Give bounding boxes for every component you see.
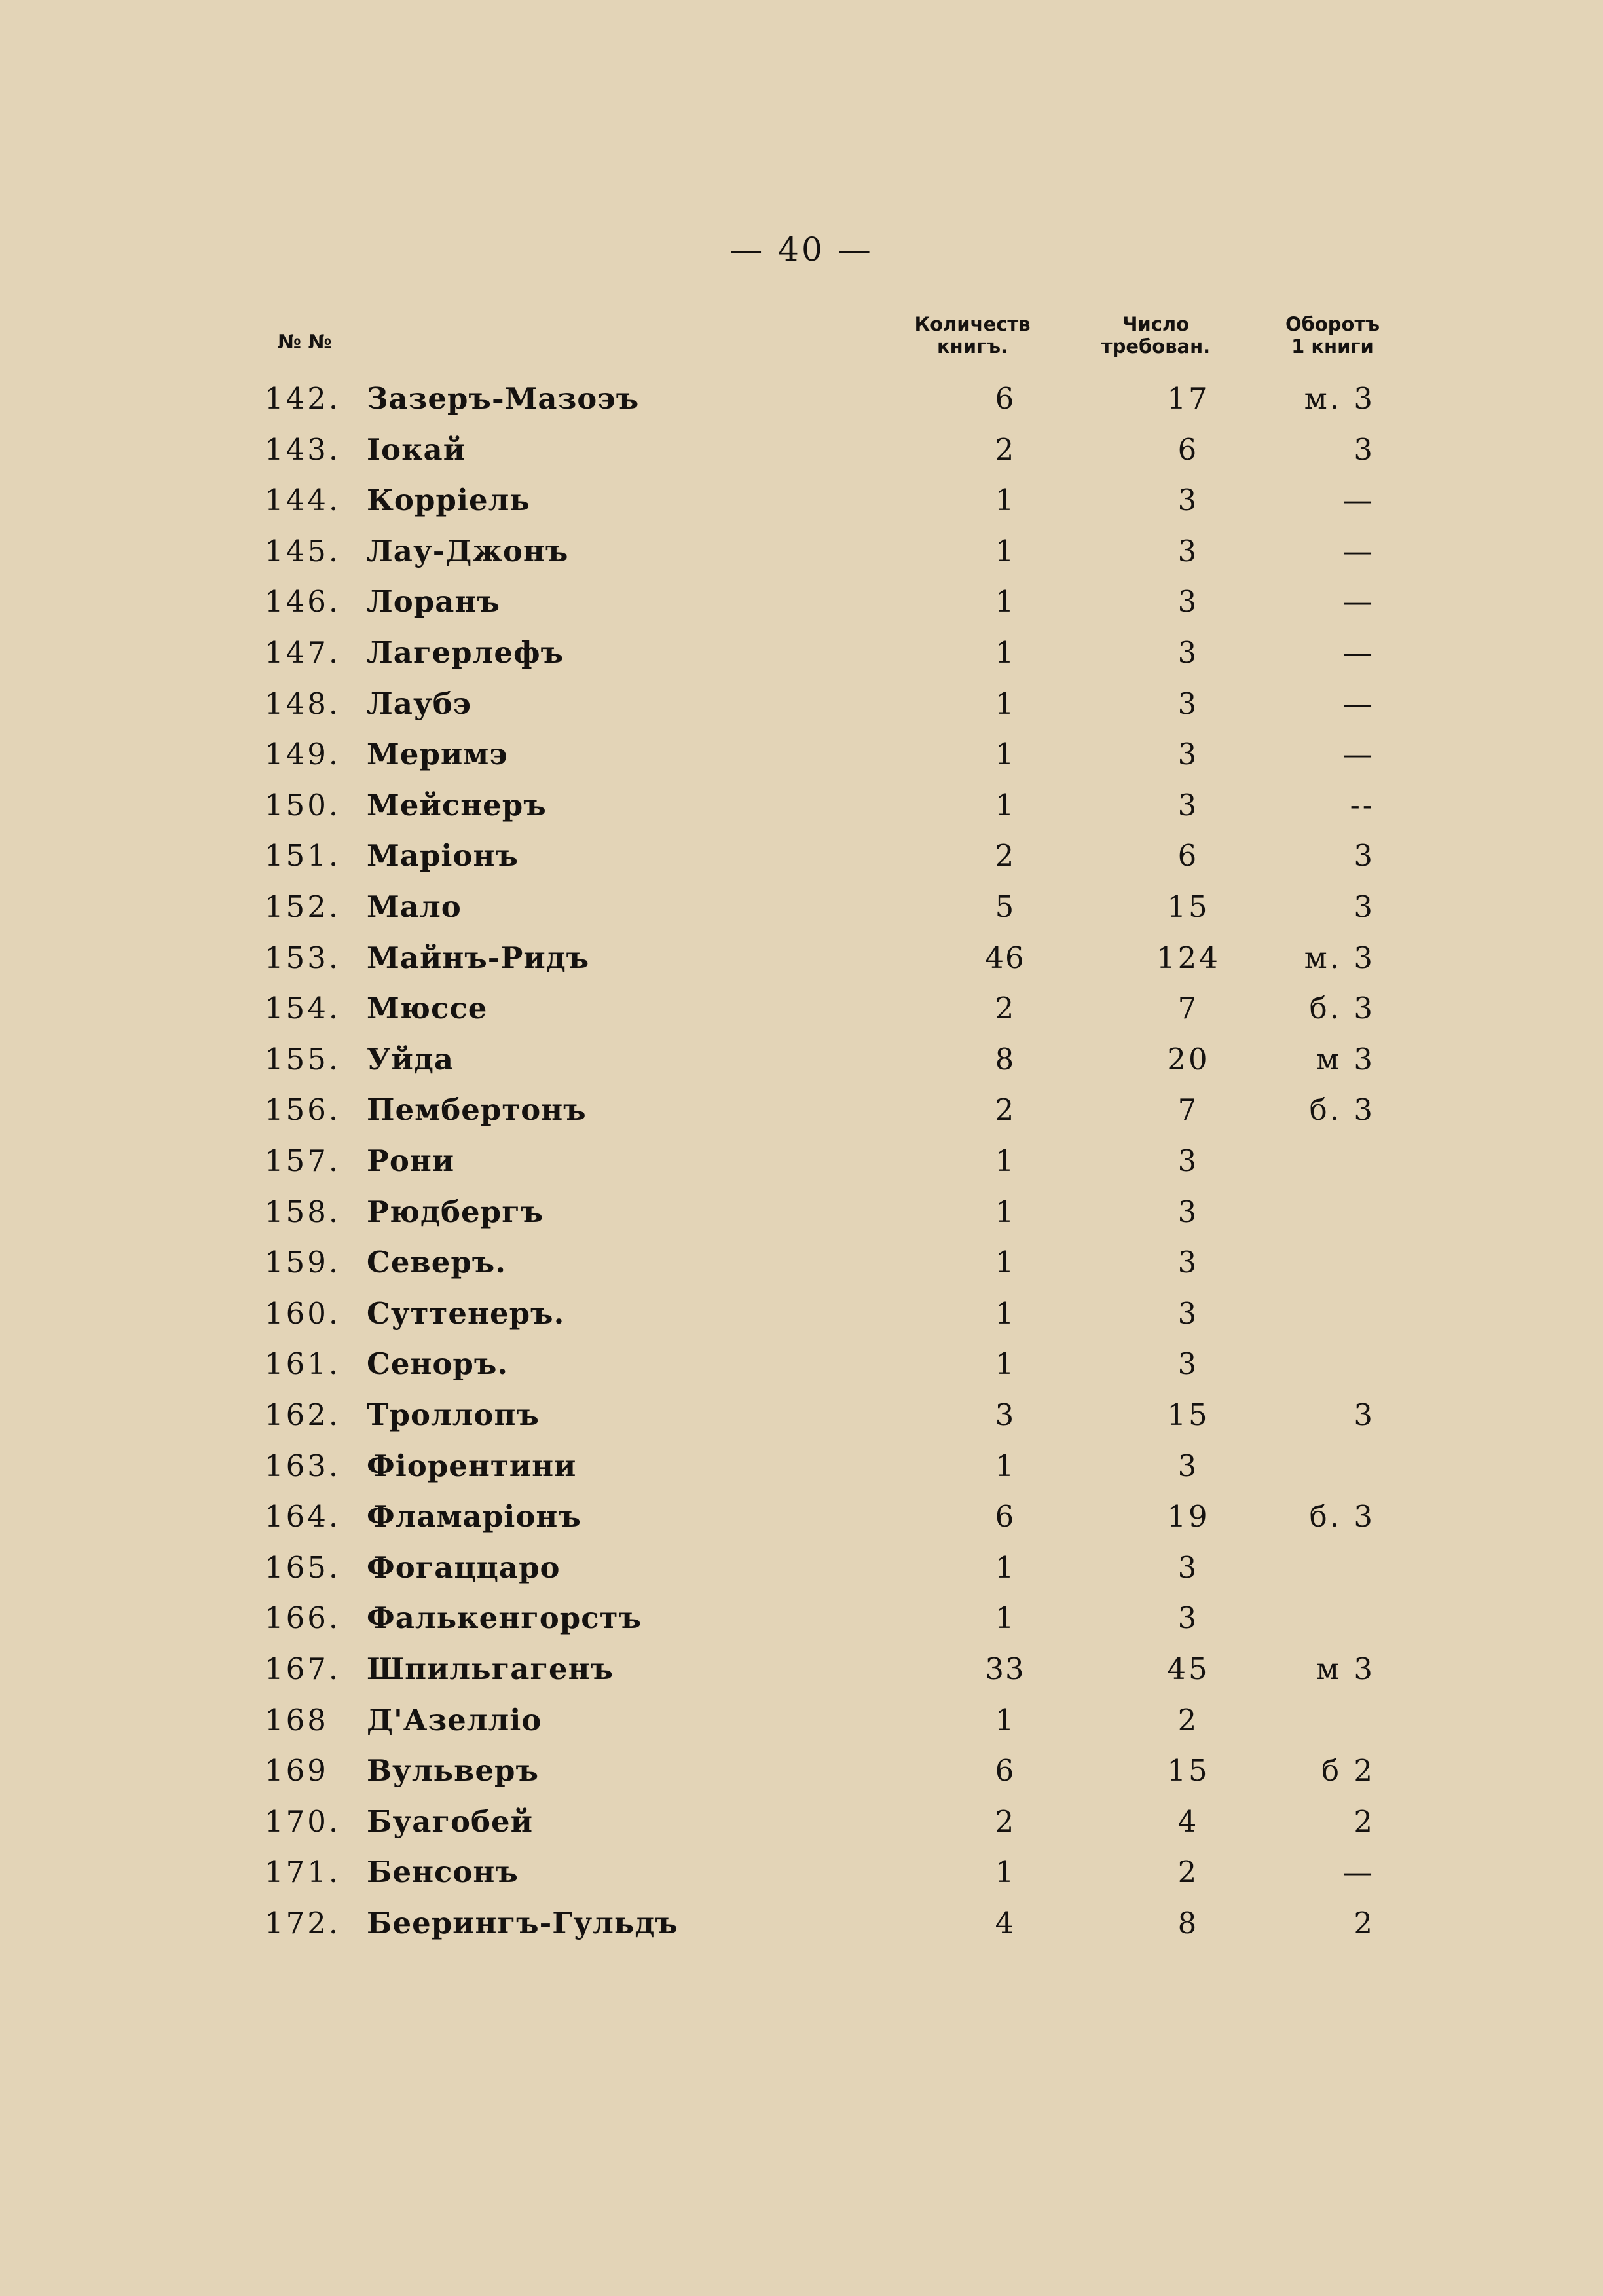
author-name: Уйда bbox=[367, 1042, 463, 1077]
row-number: 167. bbox=[265, 1652, 341, 1686]
row-number: 148. bbox=[265, 686, 341, 721]
author-name-cell bbox=[367, 729, 930, 779]
table-row bbox=[0, 475, 1603, 525]
table-row bbox=[0, 1847, 1603, 1897]
author-name: Корріель bbox=[367, 483, 540, 517]
author-name-cell bbox=[367, 526, 930, 576]
requests-count: 45 bbox=[1167, 1652, 1210, 1686]
requests-count: 3 bbox=[1177, 1143, 1200, 1178]
turnover-value: — bbox=[1343, 584, 1375, 620]
books-count: 6 bbox=[995, 381, 1016, 416]
row-number: 158. bbox=[265, 1194, 341, 1229]
author-name-cell bbox=[367, 1187, 930, 1237]
author-name-cell bbox=[367, 1542, 930, 1593]
table-row bbox=[0, 1898, 1603, 1948]
row-number: 144. bbox=[265, 483, 341, 518]
author-name-cell bbox=[367, 678, 930, 729]
table-row bbox=[0, 526, 1603, 576]
header-turnover: Оборотъ 1 книги bbox=[1285, 313, 1380, 358]
table-header bbox=[0, 313, 1603, 372]
turnover-value: м. 3 bbox=[1304, 940, 1375, 975]
requests-count: 3 bbox=[1177, 1346, 1200, 1382]
books-count: 1 bbox=[995, 1295, 1016, 1331]
row-number: 147. bbox=[265, 635, 341, 670]
row-number: 156. bbox=[265, 1092, 341, 1128]
books-count: 1 bbox=[995, 1346, 1016, 1382]
books-count: 1 bbox=[995, 1601, 1016, 1636]
requests-count: 3 bbox=[1177, 1194, 1200, 1229]
author-name-cell bbox=[367, 933, 930, 983]
table-row bbox=[0, 830, 1603, 881]
requests-count: 3 bbox=[1177, 787, 1200, 823]
row-number: 157. bbox=[265, 1143, 341, 1178]
table-row bbox=[0, 1745, 1603, 1796]
turnover-value: б. 3 bbox=[1309, 1499, 1375, 1534]
author-name: Мало bbox=[367, 889, 471, 924]
table-row bbox=[0, 1136, 1603, 1186]
author-name: Мейснеръ bbox=[367, 788, 556, 823]
row-number: 163. bbox=[265, 1448, 341, 1483]
requests-count: 6 bbox=[1177, 432, 1200, 467]
table-row bbox=[0, 1339, 1603, 1389]
author-name: Буагобей bbox=[367, 1804, 542, 1839]
author-name-cell bbox=[367, 983, 930, 1033]
table-row bbox=[0, 1695, 1603, 1745]
table-row bbox=[0, 780, 1603, 830]
row-number: 146. bbox=[265, 584, 341, 620]
author-name: Рюдбергъ bbox=[367, 1194, 553, 1229]
books-count: 8 bbox=[995, 1041, 1016, 1077]
turnover-value: м 3 bbox=[1316, 1652, 1375, 1686]
requests-count: 20 bbox=[1167, 1041, 1210, 1077]
books-count: 1 bbox=[995, 1702, 1016, 1737]
author-name: Троллопъ bbox=[367, 1398, 549, 1432]
turnover-value: м 3 bbox=[1316, 1041, 1375, 1077]
books-count: 1 bbox=[995, 483, 1016, 518]
author-name: Рони bbox=[367, 1143, 464, 1178]
row-number: 159. bbox=[265, 1245, 341, 1280]
author-name: Фіорентини bbox=[367, 1449, 585, 1483]
requests-count: 3 bbox=[1177, 737, 1200, 772]
author-name: Лагерлефъ bbox=[367, 635, 573, 670]
books-count: 2 bbox=[995, 991, 1016, 1026]
author-name: Вульверъ bbox=[367, 1753, 548, 1788]
author-name-cell bbox=[367, 780, 930, 830]
author-name-cell bbox=[367, 1898, 930, 1948]
author-name-cell bbox=[367, 1034, 930, 1084]
row-number: 166. bbox=[265, 1601, 341, 1636]
requests-count: 3 bbox=[1177, 686, 1200, 721]
table-row bbox=[0, 1084, 1603, 1135]
row-number: 162. bbox=[265, 1398, 341, 1432]
row-number: 142. bbox=[265, 381, 341, 416]
turnover-value: — bbox=[1343, 483, 1375, 518]
author-name-cell bbox=[367, 1695, 930, 1745]
books-count: 1 bbox=[995, 635, 1016, 670]
author-name: Мюссе bbox=[367, 991, 496, 1026]
row-number: 168 bbox=[265, 1702, 329, 1737]
turnover-value: 3 bbox=[1354, 1398, 1375, 1432]
author-name-cell bbox=[367, 1847, 930, 1897]
author-name: Шпильгагенъ bbox=[367, 1652, 623, 1686]
author-name-cell bbox=[367, 1441, 930, 1491]
author-name-cell bbox=[367, 1339, 930, 1389]
row-number: 161. bbox=[265, 1346, 341, 1382]
author-name-cell bbox=[367, 1796, 930, 1847]
requests-count: 2 bbox=[1177, 1702, 1200, 1737]
row-number: 169 bbox=[265, 1753, 329, 1788]
table-row bbox=[0, 1237, 1603, 1287]
author-name-cell bbox=[367, 373, 930, 424]
requests-count: 3 bbox=[1177, 1601, 1200, 1636]
books-count: 2 bbox=[995, 1804, 1016, 1839]
table-row bbox=[0, 983, 1603, 1033]
author-name-cell bbox=[367, 424, 930, 475]
books-count: 1 bbox=[995, 1194, 1016, 1229]
author-name-cell bbox=[367, 1084, 930, 1135]
table-row bbox=[0, 1288, 1603, 1339]
row-number: 164. bbox=[265, 1499, 341, 1534]
books-count: 5 bbox=[995, 889, 1016, 924]
row-number: 172. bbox=[265, 1906, 341, 1940]
author-name-cell bbox=[367, 881, 930, 932]
books-count: 1 bbox=[995, 686, 1016, 721]
row-number: 143. bbox=[265, 432, 341, 467]
author-name-cell bbox=[367, 576, 930, 627]
author-name: Фалькенгорстъ bbox=[367, 1601, 651, 1635]
author-name-cell bbox=[367, 1237, 930, 1287]
header-requests: Число требован. bbox=[1101, 313, 1211, 358]
turnover-value: -- bbox=[1350, 787, 1375, 823]
row-number: 165. bbox=[265, 1549, 341, 1585]
table-row bbox=[0, 1034, 1603, 1084]
requests-count: 3 bbox=[1177, 1295, 1200, 1331]
turnover-value: б. 3 bbox=[1309, 991, 1375, 1026]
row-number: 153. bbox=[265, 940, 341, 975]
table-row bbox=[0, 1542, 1603, 1593]
books-count: 1 bbox=[995, 1143, 1016, 1178]
turnover-value: — bbox=[1343, 737, 1375, 772]
turnover-value: 3 bbox=[1354, 889, 1375, 924]
books-count: 6 bbox=[995, 1753, 1016, 1788]
author-name: Беерингъ-Гульдъ bbox=[367, 1906, 688, 1940]
requests-count: 15 bbox=[1167, 1398, 1210, 1432]
requests-count: 4 bbox=[1177, 1804, 1200, 1839]
turnover-value: — bbox=[1343, 1855, 1375, 1890]
turnover-value: б. 3 bbox=[1309, 1092, 1375, 1128]
author-name: Пембертонъ bbox=[367, 1092, 596, 1127]
page-number: — 40 — bbox=[729, 231, 874, 268]
row-number: 160. bbox=[265, 1295, 341, 1331]
author-name: Маріонъ bbox=[367, 838, 528, 873]
table-row bbox=[0, 627, 1603, 678]
author-name-cell bbox=[367, 1491, 930, 1542]
requests-count: 7 bbox=[1177, 991, 1200, 1026]
table-row bbox=[0, 881, 1603, 932]
table-row bbox=[0, 1491, 1603, 1542]
requests-count: 3 bbox=[1177, 1245, 1200, 1280]
requests-count: 6 bbox=[1177, 838, 1200, 874]
turnover-value: 3 bbox=[1354, 432, 1375, 467]
requests-count: 15 bbox=[1167, 1753, 1210, 1788]
books-count: 33 bbox=[985, 1652, 1025, 1686]
table-row bbox=[0, 1441, 1603, 1491]
author-name: Сеноръ. bbox=[367, 1346, 517, 1381]
requests-count: 17 bbox=[1167, 381, 1210, 416]
table-row bbox=[0, 729, 1603, 779]
table-row bbox=[0, 1796, 1603, 1847]
books-count: 1 bbox=[995, 584, 1016, 620]
books-count: 2 bbox=[995, 1092, 1016, 1128]
turnover-value: — bbox=[1343, 686, 1375, 721]
books-count: 1 bbox=[995, 1448, 1016, 1483]
table-row bbox=[0, 1390, 1603, 1440]
requests-count: 3 bbox=[1177, 1549, 1200, 1585]
author-name-cell bbox=[367, 1136, 930, 1186]
turnover-value: — bbox=[1343, 533, 1375, 568]
books-count: 2 bbox=[995, 432, 1016, 467]
books-count: 6 bbox=[995, 1499, 1016, 1534]
author-name-cell bbox=[367, 830, 930, 881]
turnover-value: 2 bbox=[1354, 1804, 1375, 1839]
author-name-cell bbox=[367, 1288, 930, 1339]
books-count: 4 bbox=[995, 1906, 1016, 1940]
requests-count: 7 bbox=[1177, 1092, 1200, 1128]
author-name: Лоранъ bbox=[367, 584, 509, 619]
requests-count: 3 bbox=[1177, 584, 1200, 620]
books-count: 46 bbox=[985, 940, 1025, 975]
author-name-cell bbox=[367, 627, 930, 678]
author-name: Іокай bbox=[367, 432, 475, 467]
author-name-cell bbox=[367, 1644, 930, 1694]
row-number: 151. bbox=[265, 838, 341, 874]
header-books-count: Количеств книгъ. bbox=[914, 313, 1031, 358]
author-name-cell bbox=[367, 1390, 930, 1440]
author-name-cell bbox=[367, 475, 930, 525]
requests-count: 2 bbox=[1177, 1855, 1200, 1890]
author-name: Северъ. bbox=[367, 1245, 515, 1280]
author-name: Фогаццаро bbox=[367, 1550, 570, 1585]
row-number: 171. bbox=[265, 1855, 341, 1890]
row-number: 149. bbox=[265, 737, 341, 772]
author-name-cell bbox=[367, 1593, 930, 1643]
requests-count: 3 bbox=[1177, 533, 1200, 568]
turnover-value: б 2 bbox=[1321, 1753, 1375, 1788]
table-row bbox=[0, 1593, 1603, 1643]
row-number: 152. bbox=[265, 889, 341, 924]
author-name: Лау-Джонъ bbox=[367, 534, 578, 568]
table-row bbox=[0, 1187, 1603, 1237]
author-name: Лаубэ bbox=[367, 686, 481, 721]
table-row bbox=[0, 678, 1603, 729]
requests-count: 3 bbox=[1177, 1448, 1200, 1483]
row-number: 145. bbox=[265, 533, 341, 568]
books-count: 1 bbox=[995, 1245, 1016, 1280]
author-name-cell bbox=[367, 1745, 930, 1796]
author-name: Меримэ bbox=[367, 737, 517, 771]
books-count: 3 bbox=[995, 1398, 1016, 1432]
author-name: Суттенеръ. bbox=[367, 1296, 574, 1331]
row-number: 155. bbox=[265, 1041, 341, 1077]
books-count: 1 bbox=[995, 737, 1016, 772]
books-count: 1 bbox=[995, 787, 1016, 823]
table-row bbox=[0, 576, 1603, 627]
books-count: 1 bbox=[995, 533, 1016, 568]
turnover-value: 2 bbox=[1354, 1906, 1375, 1940]
turnover-value: м. 3 bbox=[1304, 381, 1375, 416]
books-count: 1 bbox=[995, 1855, 1016, 1890]
row-number: 150. bbox=[265, 787, 341, 823]
turnover-value: — bbox=[1343, 635, 1375, 670]
requests-count: 3 bbox=[1177, 483, 1200, 518]
requests-count: 124 bbox=[1156, 940, 1221, 975]
author-name: Майнъ-Ридъ bbox=[367, 940, 599, 975]
requests-count: 8 bbox=[1177, 1906, 1200, 1940]
author-name: Фламаріонъ bbox=[367, 1499, 591, 1534]
requests-count: 19 bbox=[1167, 1499, 1210, 1534]
requests-count: 15 bbox=[1167, 889, 1210, 924]
books-count: 1 bbox=[995, 1549, 1016, 1585]
author-name: Д'Азелліо bbox=[367, 1703, 551, 1737]
requests-count: 3 bbox=[1177, 635, 1200, 670]
table-row bbox=[0, 1644, 1603, 1694]
turnover-value: 3 bbox=[1354, 838, 1375, 874]
table-row bbox=[0, 373, 1603, 424]
row-number: 170. bbox=[265, 1804, 341, 1839]
table-row bbox=[0, 424, 1603, 475]
row-number: 154. bbox=[265, 991, 341, 1026]
header-number: № № bbox=[278, 331, 332, 354]
table-row bbox=[0, 933, 1603, 983]
author-name: Бенсонъ bbox=[367, 1855, 528, 1889]
author-name: Зазеръ-Мазоэъ bbox=[367, 381, 648, 416]
books-count: 2 bbox=[995, 838, 1016, 874]
